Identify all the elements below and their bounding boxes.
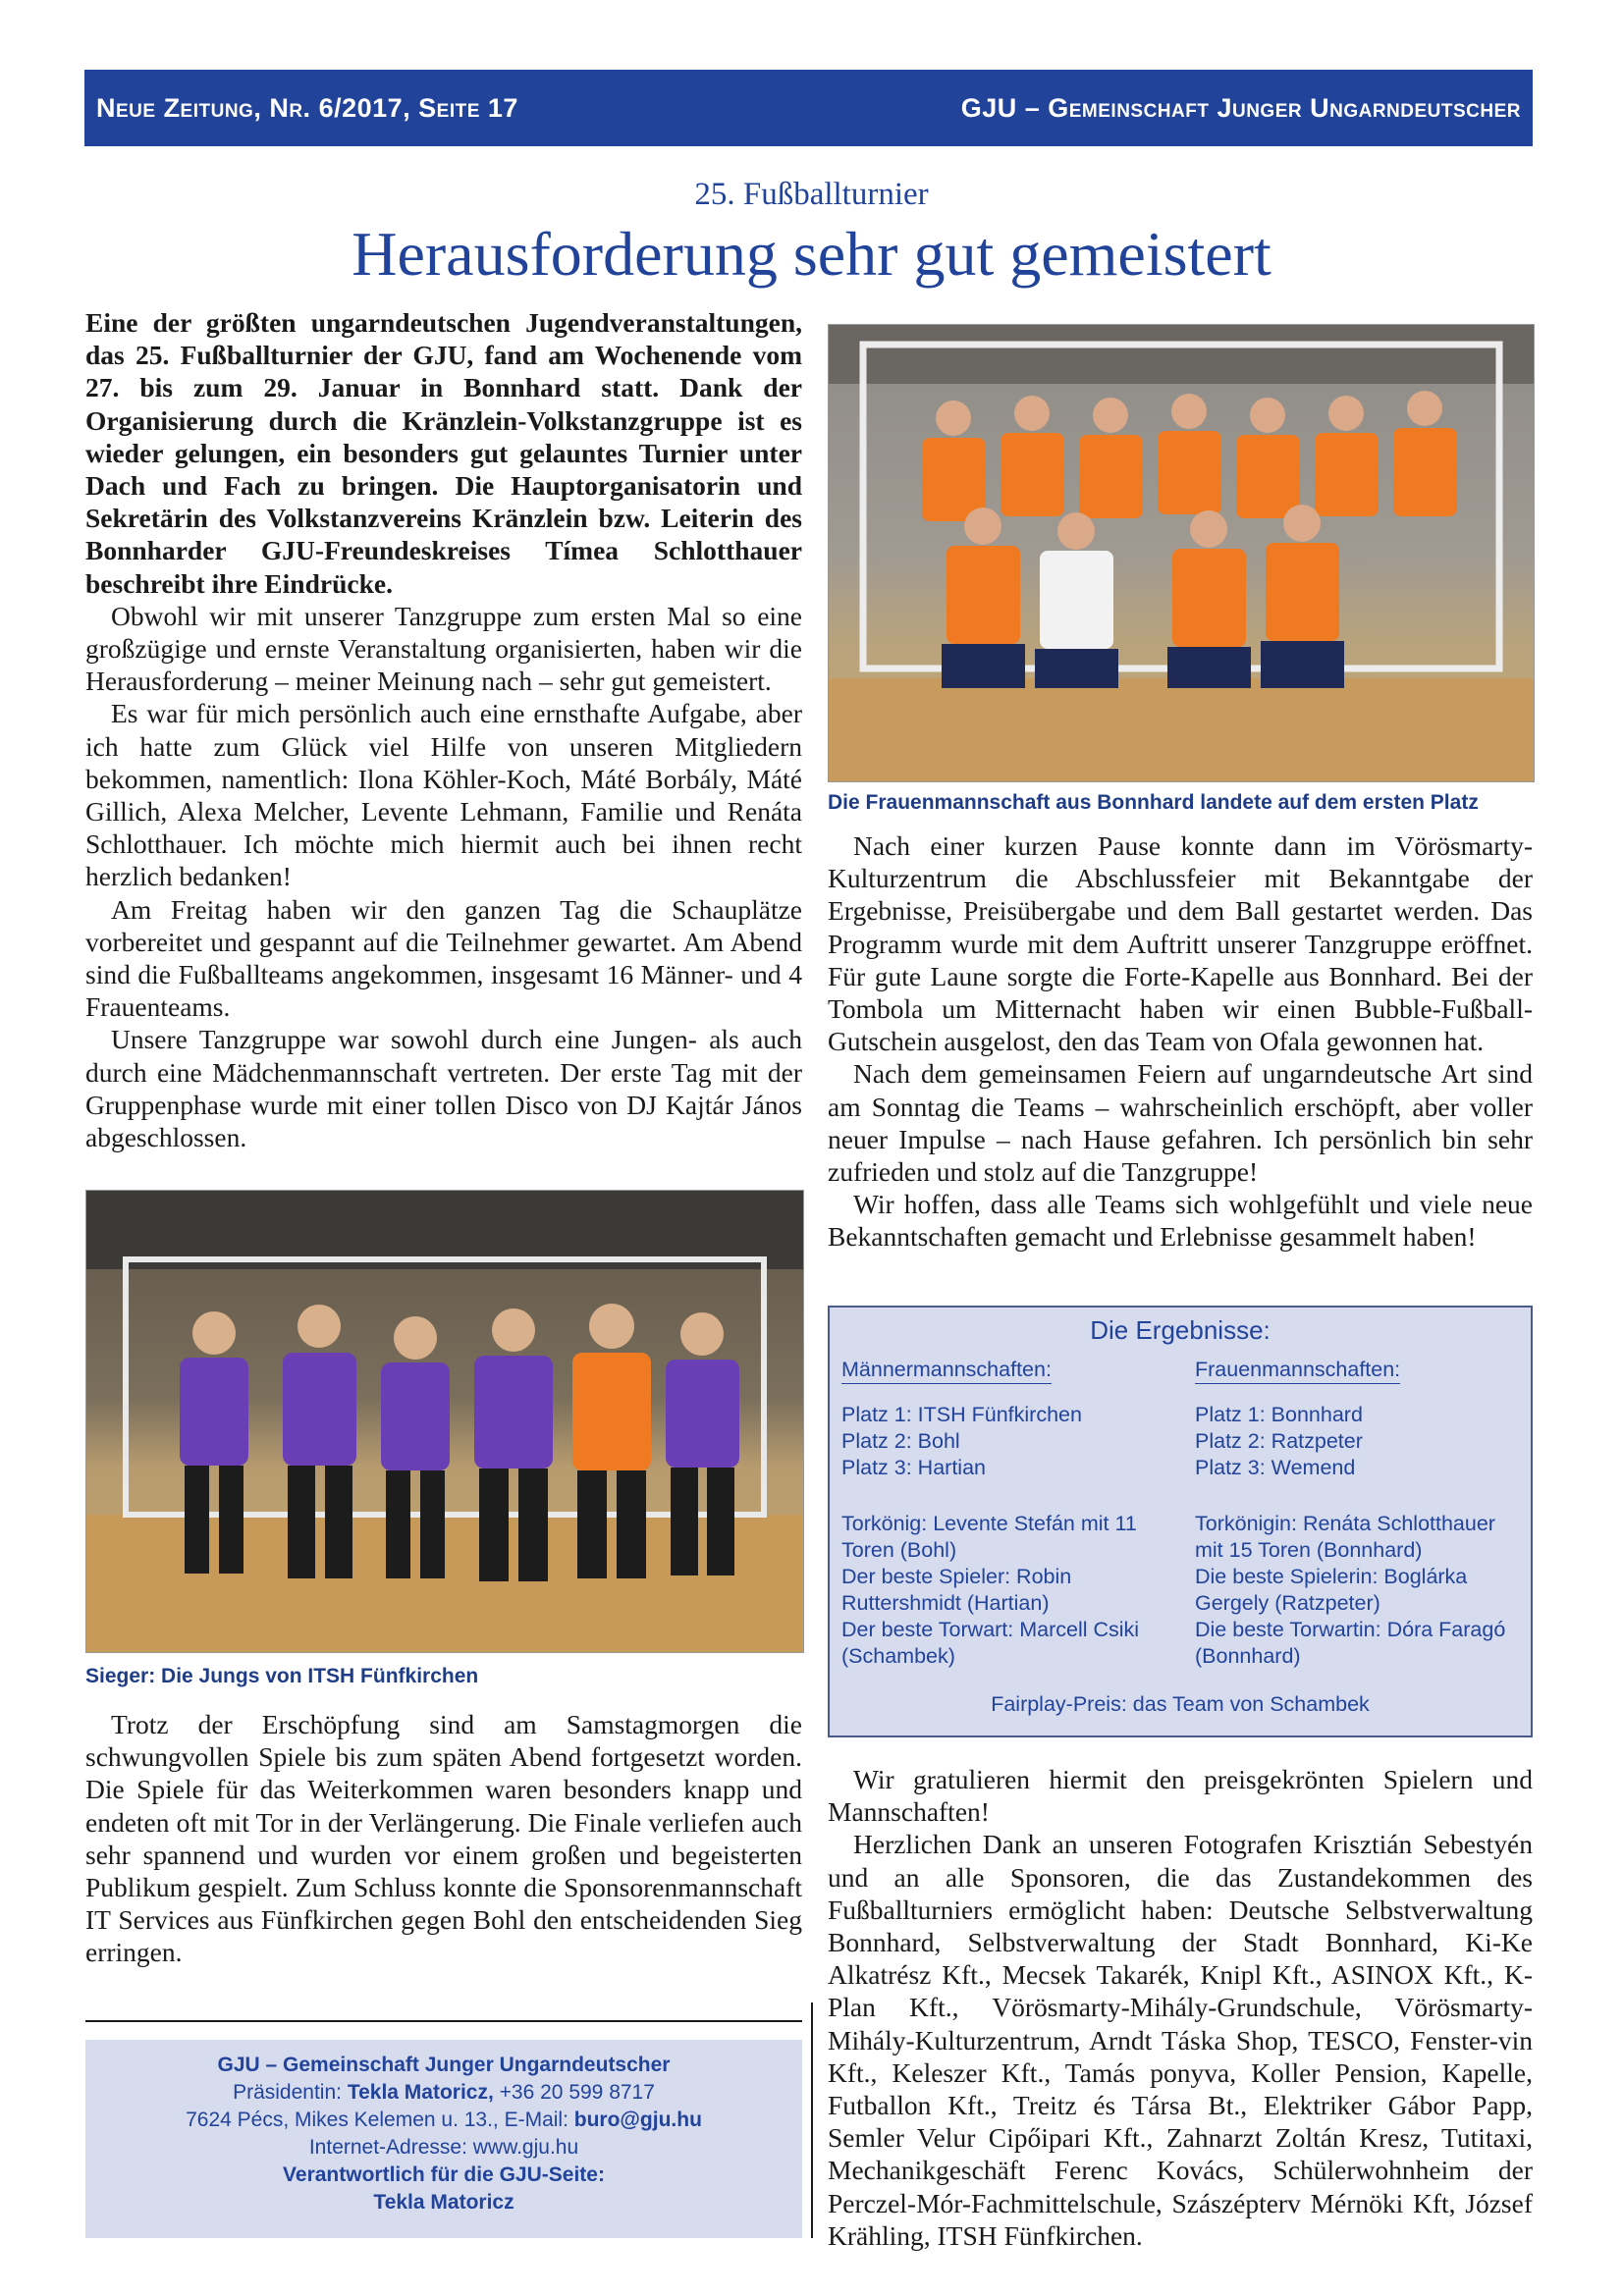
men-results-heading: Männermannschaften: [841,1357,1052,1384]
body-paragraph: Es war für mich persönlich auch eine ernsthafte Aufgabe, aber ich hatte zum Glück viel Hilfe von unseren Mitgliedern bekommen, namentlich: Ilona Köhler-Koch, Máté Borbály, Máté Gillich, Alexa Melcher, Levente Lehmann, Familie und Renáta Schlotthauer. Ich möchte mich hiermit auch bei ihnen recht herzlich bedanken! [85,698,802,892]
men-results [841,1357,1165,1670]
results-title: Die Ergebnisse: [1090,1315,1271,1345]
result-line: Platz 1: Bonnhard [1195,1403,1363,1426]
result-line: Platz 1: ITSH Fünfkirchen [841,1403,1082,1426]
result-line: Platz 2: Bohl [841,1429,960,1453]
men-team-illustration [86,1191,803,1652]
award-line: Der beste Torwart: Marcell Csiki (Schambek) [841,1618,1140,1668]
org-name: GJU – Gemeinschaft Junger Ungarndeutscher [217,2054,671,2076]
body-paragraph: Nach einer kurzen Pause konnte dann im Vörösmarty-Kulturzentrum die Abschlussfeier mit Bekanntgabe der Ergebnisse, Preisübergabe und dem Ball gestartet werden. Das Programm wurde mit dem Auftritt unserer Tanzgruppe eröffnet. Für gute Laune sorgte die Forte-Kapelle aus Bonnhard. Bei der Tombola um Mitternacht haben wir einen Bubble-Fußball-Gutschein ausgelost, den das Team von Ofala gewonnen hat. [828,830,1533,1057]
column-rule [85,2020,802,2022]
men-team-photo [85,1190,804,1653]
issue-info: Neue Zeitung, Nr. 6/2017, Seite 17 [96,92,518,123]
gju-contact-box [85,2040,802,2238]
women-team-illustration [829,325,1534,781]
women-team-photo [828,324,1535,782]
right-column-bottom [828,1763,1533,2252]
responsible-name: Tekla Matoricz [373,2191,514,2214]
headline: Herausforderung sehr gut gemeistert [352,219,1271,289]
kicker: 25. Fußballturnier [694,177,929,212]
result-line: Platz 3: Wemend [1195,1456,1356,1479]
award-line: Der beste Spieler: Robin Ruttershmidt (Hartian) [841,1565,1072,1615]
website-link[interactable]: Internet-Adresse: www.gju.hu [308,2136,579,2159]
women-results [1195,1357,1519,1670]
body-paragraph: Obwohl wir mit unserer Tanzgruppe zum ersten Mal so eine großzügige und ernste Veranstaltung organisierten, haben wir die Herausforderung – meiner Meinung nach – sehr gut gemeistert. [85,600,802,697]
results-box [828,1306,1533,1737]
award-line: Torkönig: Levente Stefán mit 11 Toren (Bohl) [841,1512,1137,1562]
president-line: Präsidentin: Tekla Matoricz, +36 20 599 8717 [233,2081,655,2104]
award-line: Torkönigin: Renáta Schlotthauer mit 15 Toren (Bonnhard) [1195,1512,1495,1562]
body-paragraph: Herzlichen Dank an unseren Fotografen Krisztián Sebestyén und an alle Sponsoren, die das Zustandekommen des Fußballturniers ermöglicht haben: Deutsche Selbstverwaltung Bonnhard, Selbstverwaltung der Stadt Bonnhard, Ki-Ke Alkatrész Kft., Mecsek Takarék, Knipl Kft., ASINOX Kft., K-Plan Kft., Vörösmarty-Mihály-Grundschule, Vörösmarty-Mihály-Kulturzentrum, Arndt Táska Shop, TESCO, Fenster-vin Kft., Keleszer Kft., Tamás ponyva, Koller Pension, Kapelle, Futballon Kft., Treitz és Társa Bt., Elektriker Gábor Papp, Semler Velur Cipőipari Kft., Zahnarzt Zoltán Kresz, Tutitaxi, Mechanikgeschäft Ferenc Kovács, Schülerwohnheim der Perczel-Mór-Fachmittelschule, Szászépterv Mérnöki Kft, József Krähling, ITSH Fünfkirchen. [828,1829,1533,2251]
women-results-heading: Frauenmannschaften: [1195,1357,1400,1384]
address-line: 7624 Pécs, Mikes Kelemen u. 13., E-Mail: buro@gju.hu [186,2109,702,2131]
body-paragraph: Nach dem gemeinsamen Feiern auf ungarndeutsche Art sind am Sonntag die Teams – wahrscheinlich erschöpft, aber voller neuer Impulse – nach Hause gefahren. Ich persönlich bin sehr zufrieden und stolz auf die Tanzgruppe! [828,1058,1533,1188]
left-column-top [85,306,802,1153]
fairplay-label: Fairplay-Preis: [991,1692,1127,1716]
responsible-label: Verantwortlich für die GJU-Seite: [283,2163,605,2186]
fairplay-line [830,1691,1531,1718]
email-link[interactable]: buro@gju.hu [573,2109,702,2131]
page-header-banner [84,70,1533,146]
column-divider [811,2002,813,2238]
section-name: GJU – Gemeinschaft Junger Ungarndeutscher [960,92,1521,123]
body-paragraph: Wir gratulieren hiermit den preisgekrönten Spielern und Mannschaften! [828,1764,1533,1828]
award-line: Die beste Spielerin: Boglárka Gergely (Ratzpeter) [1195,1565,1468,1615]
lead-paragraph: Eine der größten ungarndeutschen Jugendveranstaltungen, das 25. Fußballturnier der GJU, fand am Wochenende vom 27. bis zum 29. Januar in Bonnhard statt. Dank der Organisierung durch die Kränzlein-Volkstanzgruppe ist es wieder gelungen, ein besonders gut gelauntes Turnier unter Dach und Fach zu bringen. Die Hauptorganisatorin und Sekretärin des Volkstanzvereins Kränzlein bzw. Leiterin des Bonnharder GJU-Freundeskreises Tímea Schlotthauer beschreibt ihre Eindrücke. [85,307,802,599]
men-photo-caption: Sieger: Die Jungs von ITSH Fünfkirchen [85,1665,479,1687]
body-paragraph: Unsere Tanzgruppe war sowohl durch eine Jungen- als auch durch eine Mädchenmannschaft vertreten. Der erste Tag mit der Gruppenphase wurde mit einer tollen Disco von DJ Kajtár János abgeschlossen. [85,1024,802,1153]
result-line: Platz 2: Ratzpeter [1195,1429,1363,1453]
body-paragraph: Wir hoffen, dass alle Teams sich wohlgefühlt und viele neue Bekanntschaften gemacht und Erlebnisse gesammelt haben! [828,1189,1533,1253]
result-line: Platz 3: Hartian [841,1456,986,1479]
women-photo-caption: Die Frauenmannschaft aus Bonnhard landete auf dem ersten Platz [828,791,1479,814]
left-column-bottom [85,1708,802,1969]
body-paragraph: Am Freitag haben wir den ganzen Tag die Schauplätze vorbereitet und gespannt auf die Teilnehmer gewartet. Am Abend sind die Fußballteams angekommen, insgesamt 16 Männer- und 4 Frauenteams. [85,893,802,1023]
body-paragraph: Trotz der Erschöpfung sind am Samstagmorgen die schwungvollen Spiele bis zum späten Abend fortgesetzt worden. Die Spiele für das Weiterkommen waren besonders knapp und endeten oft mit Tor in der Verlängerung. Die Finale verliefen auch sehr spannend und wurden vor einem großen und begeisterten Publikum gespielt. Zum Schluss konnte die Sponsorenmannschaft IT Services aus Fünfkirchen gegen Bohl den entscheidenden Sieg erringen. [85,1709,802,1968]
right-column-top [828,829,1533,1254]
fairplay-value: das Team von Schambek [1132,1692,1370,1716]
award-line: Die beste Torwartin: Dóra Faragó (Bonnhard) [1195,1618,1506,1668]
